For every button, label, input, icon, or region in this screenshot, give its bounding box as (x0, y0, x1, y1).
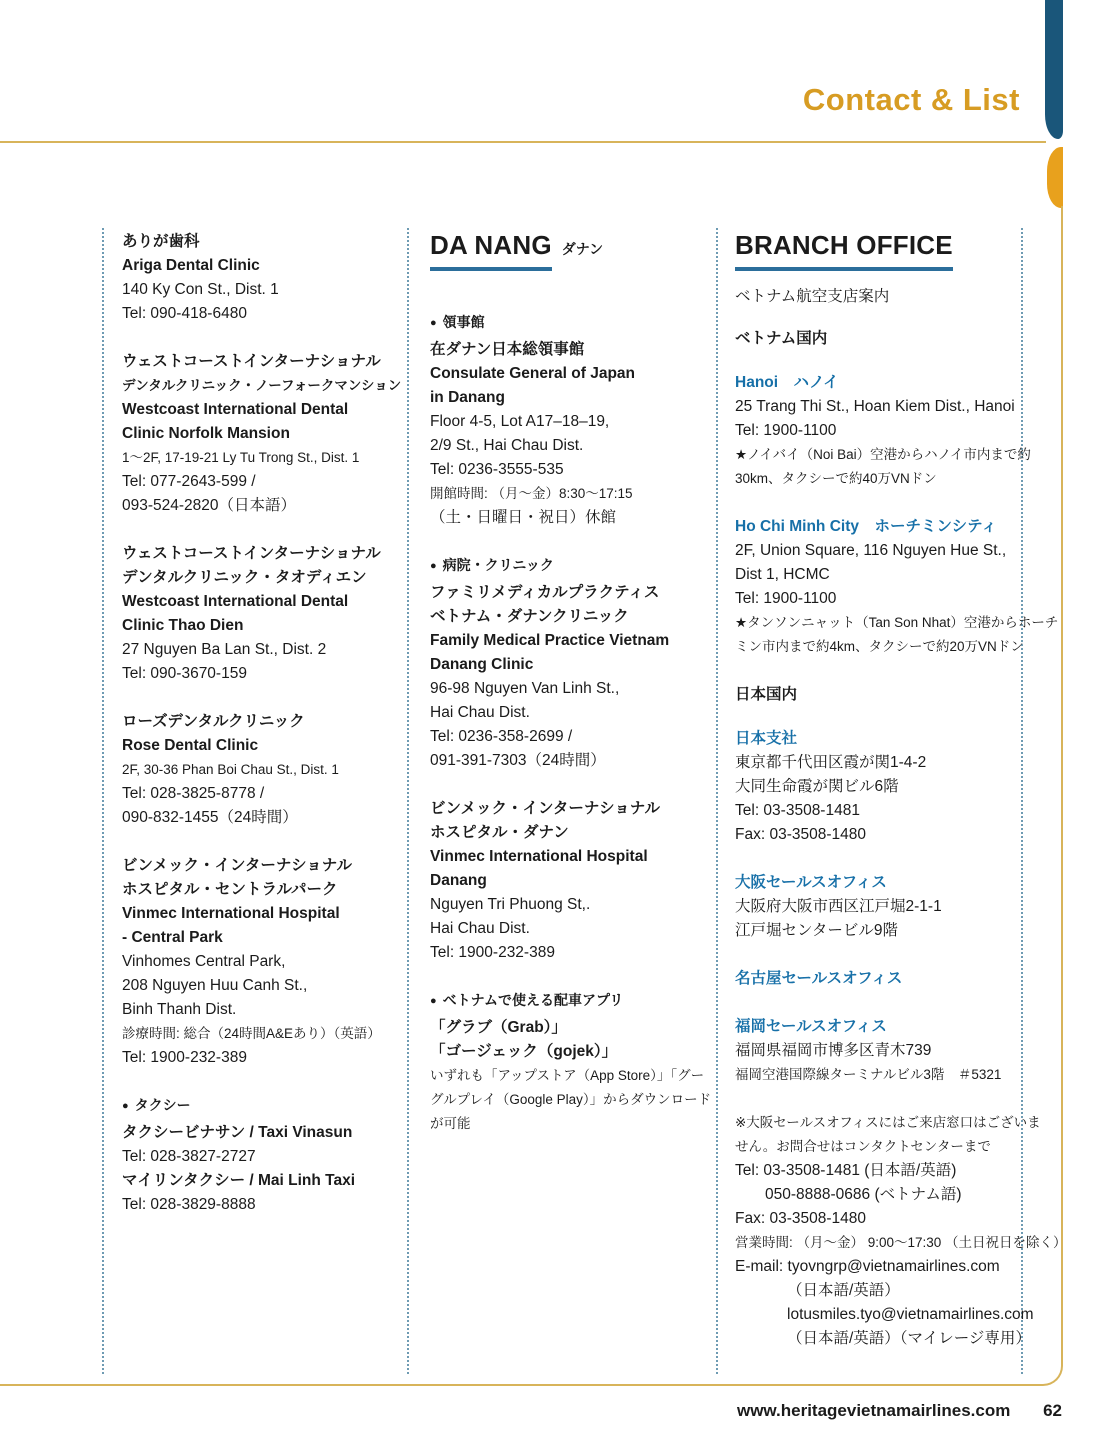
text-line: せん。お問合せはコンタクトセンターまで (735, 1139, 991, 1154)
text-line: ミン市内まで約4km、タクシーで約20万VNドン (735, 639, 1024, 654)
text-line: Tel: 1900-232-389 (430, 944, 555, 961)
text-line: Clinic Thao Dien (122, 617, 244, 634)
text-line: （日本語/英語）（マイレージ専用） (787, 1330, 1031, 1347)
text-line: ウェストコーストインターナショナル (122, 545, 381, 562)
category-label-text: タクシー (134, 1097, 191, 1113)
text-line: マイリンタクシー / Mai Linh Taxi (122, 1172, 356, 1189)
office-label: 日本支社 (735, 730, 798, 747)
office-label: Ho Chi Minh City ホーチミンシティ (735, 518, 997, 535)
text-line: 在ダナン日本総領事館 (430, 341, 585, 358)
text-line: 091-391-7303（24時間） (430, 752, 606, 769)
column-separator (102, 228, 104, 1374)
text-line: が可能 (430, 1116, 471, 1131)
text-line: 27 Nguyen Ba Lan St., Dist. 2 (122, 641, 327, 658)
text-line: ローズデンタルクリニック (122, 713, 305, 730)
text-line: ★ノイバイ（Noi Bai）空港からハノイ市内まで約 (735, 447, 1031, 462)
text-line: 2F, Union Square, 116 Nguyen Hue St., (735, 542, 1007, 559)
text-line: lotusmiles.tyo@vietnamairlines.com (787, 1306, 1034, 1323)
text-line: デンタルクリニック・タオディエン (122, 569, 367, 586)
text-line: 診療時間: 総合（24時間A&Eあり）（英語） (122, 1026, 381, 1041)
listing-entry (122, 542, 390, 686)
text-line: Tel: 0236-358-2699 / (430, 728, 573, 745)
text-line: Tel: 03-3508-1481 (日本語/英語) (735, 1162, 957, 1179)
text-line: Tel: 028-3825-8778 / (122, 785, 265, 802)
gold-ribbon-decoration (1047, 147, 1063, 208)
page-number: 62 (1043, 1401, 1062, 1420)
region-label: ベトナム国内 (735, 330, 828, 347)
text-line: Fax: 03-3508-1480 (735, 826, 866, 843)
top-gold-rule (0, 141, 1046, 143)
office-entry (735, 1015, 1017, 1087)
text-line: E-mail: tyovngrp@vietnamairlines.com (735, 1258, 1000, 1275)
category-label-text: ベトナムで使える配車アプリ (442, 992, 624, 1008)
text-line: 福岡空港国際線ターミナルビル3階 ＃5321 (735, 1067, 1002, 1082)
text-line: 江戸堀センタービル9階 (735, 922, 899, 939)
listing-entry (735, 1111, 1067, 1351)
text-line: 30km、タクシーで約40万VNドン (735, 471, 937, 486)
text-line: 208 Nguyen Huu Canh St., (122, 977, 308, 994)
note-block (735, 285, 1017, 309)
text-line: ビンメック・インターナショナル (430, 800, 661, 817)
office-label: Hanoi ハノイ (735, 374, 839, 391)
bullet-icon: ● (122, 1100, 129, 1112)
office-label: 福岡セールスオフィス (735, 1018, 887, 1035)
text-line: 大阪府大阪市西区江戸堀2-1-1 (735, 898, 942, 915)
text-line: Consulate General of Japan (430, 365, 635, 382)
text-line: 1〜2F, 17-19-21 Ly Tu Trong St., Dist. 1 (122, 450, 360, 465)
text-line: Clinic Norfolk Mansion (122, 425, 290, 442)
text-line: 140 Ky Con St., Dist. 1 (122, 281, 279, 298)
section-heading-text: DA NANG (430, 230, 552, 271)
text-line: Tel: 028-3827-2727 (122, 1148, 256, 1165)
text-line: 2/9 St., Hai Chau Dist. (430, 437, 584, 454)
text-line: Hai Chau Dist. (430, 704, 530, 721)
office-entry (735, 371, 1031, 491)
category-label (430, 554, 700, 577)
text-line: （土・日曜日・祝日）休館 (430, 509, 617, 526)
text-line: Hai Chau Dist. (430, 920, 530, 937)
bullet-icon: ● (430, 995, 437, 1007)
page-title: Contact & List (802, 82, 1020, 117)
text-line: 090-832-1455（24時間） (122, 809, 298, 826)
category-label (430, 989, 700, 1012)
office-label: 名古屋セールスオフィス (735, 970, 903, 987)
text-line: 「ゴージェック（gojek）」 (430, 1043, 618, 1060)
text-line: Danang Clinic (430, 656, 534, 673)
listing-column-ho-chi-minh (122, 230, 402, 1241)
text-line: Tel: 0236-3555-535 (430, 461, 564, 478)
category-label (430, 311, 700, 334)
column-separator (716, 228, 718, 1374)
text-line: 25 Trang Thi St., Hoan Kiem Dist., Hanoi (735, 398, 1015, 415)
text-line: ありが歯科 (122, 233, 200, 250)
office-entry (735, 515, 1059, 659)
listing-entry (430, 338, 700, 530)
text-line: Tel: 03-3508-1481 (735, 802, 860, 819)
text-line: ベトナム航空支店案内 (735, 288, 890, 305)
text-line: Vinhomes Central Park, (122, 953, 286, 970)
text-line: 96-98 Nguyen Van Linh St., (430, 680, 620, 697)
text-line: Dist 1, HCMC (735, 566, 830, 583)
text-line: 開館時間: （月〜金）8:30〜17:15 (430, 486, 633, 501)
text-line: Binh Thanh Dist. (122, 1001, 237, 1018)
region-label: 日本国内 (735, 686, 798, 703)
text-line: 050-8888-0686 (ベトナム語) (765, 1186, 962, 1203)
text-line: ※大阪セールスオフィスにはご来店窓口はございま (735, 1115, 1041, 1130)
bullet-icon: ● (430, 560, 437, 572)
category-label-text: 領事館 (442, 314, 485, 330)
listing-column-da-nang (430, 230, 712, 1160)
category-label-text: 病院・クリニック (442, 557, 554, 573)
text-line: Rose Dental Clinic (122, 737, 259, 754)
text-line: Tel: 028-3829-8888 (122, 1196, 256, 1213)
section-heading (735, 230, 1017, 271)
listing-entry (122, 230, 390, 326)
text-line: 営業時間: （月〜金） 9:00〜17:30 （土日祝日を除く） (735, 1235, 1067, 1250)
blue-ribbon-decoration (1045, 0, 1063, 139)
text-line: ベトナム・ダナンクリニック (430, 608, 629, 625)
text-line: 「グラブ（Grab）」 (430, 1019, 567, 1036)
text-line: ウェストコーストインターナショナル (122, 353, 381, 370)
text-line: 大同生命霞が関ビル6階 (735, 778, 899, 795)
listing-entry (122, 350, 402, 518)
text-line: ホスピタル・ダナン (430, 824, 569, 841)
column-separator (1021, 228, 1023, 1374)
section-heading (430, 230, 700, 271)
text-line: Westcoast International Dental (122, 401, 349, 418)
office-entry (735, 871, 1017, 943)
text-line: Ariga Dental Clinic (122, 257, 260, 274)
listing-entry (430, 581, 700, 773)
text-line: in Danang (430, 389, 505, 406)
text-line: ホスピタル・セントラルパーク (122, 881, 338, 898)
listing-entry (122, 1121, 390, 1217)
text-line: Fax: 03-3508-1480 (735, 1210, 866, 1227)
text-line: グルプレイ（Google Play）」からダウンロード (430, 1092, 712, 1107)
text-line: Floor 4-5, Lot A17–18–19, (430, 413, 610, 430)
text-line: いずれも「アップストア（App Store）」「グー (430, 1068, 705, 1083)
text-line: 093-524-2820（日本語） (122, 497, 297, 514)
office-label: 大阪セールスオフィス (735, 874, 887, 891)
text-line: 福岡県福岡市博多区青木739 (735, 1042, 932, 1059)
text-line: Danang (430, 872, 487, 889)
text-line: ★タンソンニャット（Tan Son Nhat）空港からホーチ (735, 615, 1059, 630)
text-line: - Central Park (122, 929, 223, 946)
text-line: Tel: 090-3670-159 (122, 665, 247, 682)
text-line: Tel: 077-2643-599 / (122, 473, 256, 490)
text-line: Nguyen Tri Phuong St,. (430, 896, 591, 913)
text-line: Tel: 1900-232-389 (122, 1049, 247, 1066)
text-line: タクシービナサン / Taxi Vinasun (122, 1124, 353, 1141)
office-entry (735, 967, 1017, 991)
text-line: Tel: 090-418-6480 (122, 305, 247, 322)
footer-website: www.heritagevietnamairlines.com (736, 1401, 1011, 1420)
text-line: ファミリメディカルプラクティス (430, 584, 660, 601)
text-line: Vinmec International Hospital (122, 905, 340, 922)
text-line: Family Medical Practice Vietnam (430, 632, 670, 649)
listing-entry (430, 797, 700, 965)
listing-column-branch-office (735, 230, 1067, 1375)
bullet-icon: ● (430, 317, 437, 329)
text-line: 東京都千代田区霞が関1-4-2 (735, 754, 927, 771)
section-heading-furigana: ダナン (561, 241, 604, 257)
office-entry (735, 727, 1017, 847)
text-line: Westcoast International Dental (122, 593, 349, 610)
listing-entry (122, 854, 390, 1070)
text-line: デンタルクリニック・ノーフォークマンション (122, 378, 402, 393)
text-line: ビンメック・インターナショナル (122, 857, 353, 874)
category-label (122, 1094, 390, 1117)
listing-entry (430, 1016, 712, 1136)
column-separator (407, 228, 409, 1374)
text-line: 2F, 30-36 Phan Boi Chau St., Dist. 1 (122, 762, 339, 777)
text-line: （日本語/英語） (787, 1282, 900, 1299)
text-line: Tel: 1900-1100 (735, 422, 837, 439)
section-heading-text: BRANCH OFFICE (735, 230, 953, 271)
page-footer (737, 1401, 1062, 1421)
text-line: Vinmec International Hospital (430, 848, 648, 865)
text-line: Tel: 1900-1100 (735, 590, 837, 607)
listing-entry (122, 710, 390, 830)
